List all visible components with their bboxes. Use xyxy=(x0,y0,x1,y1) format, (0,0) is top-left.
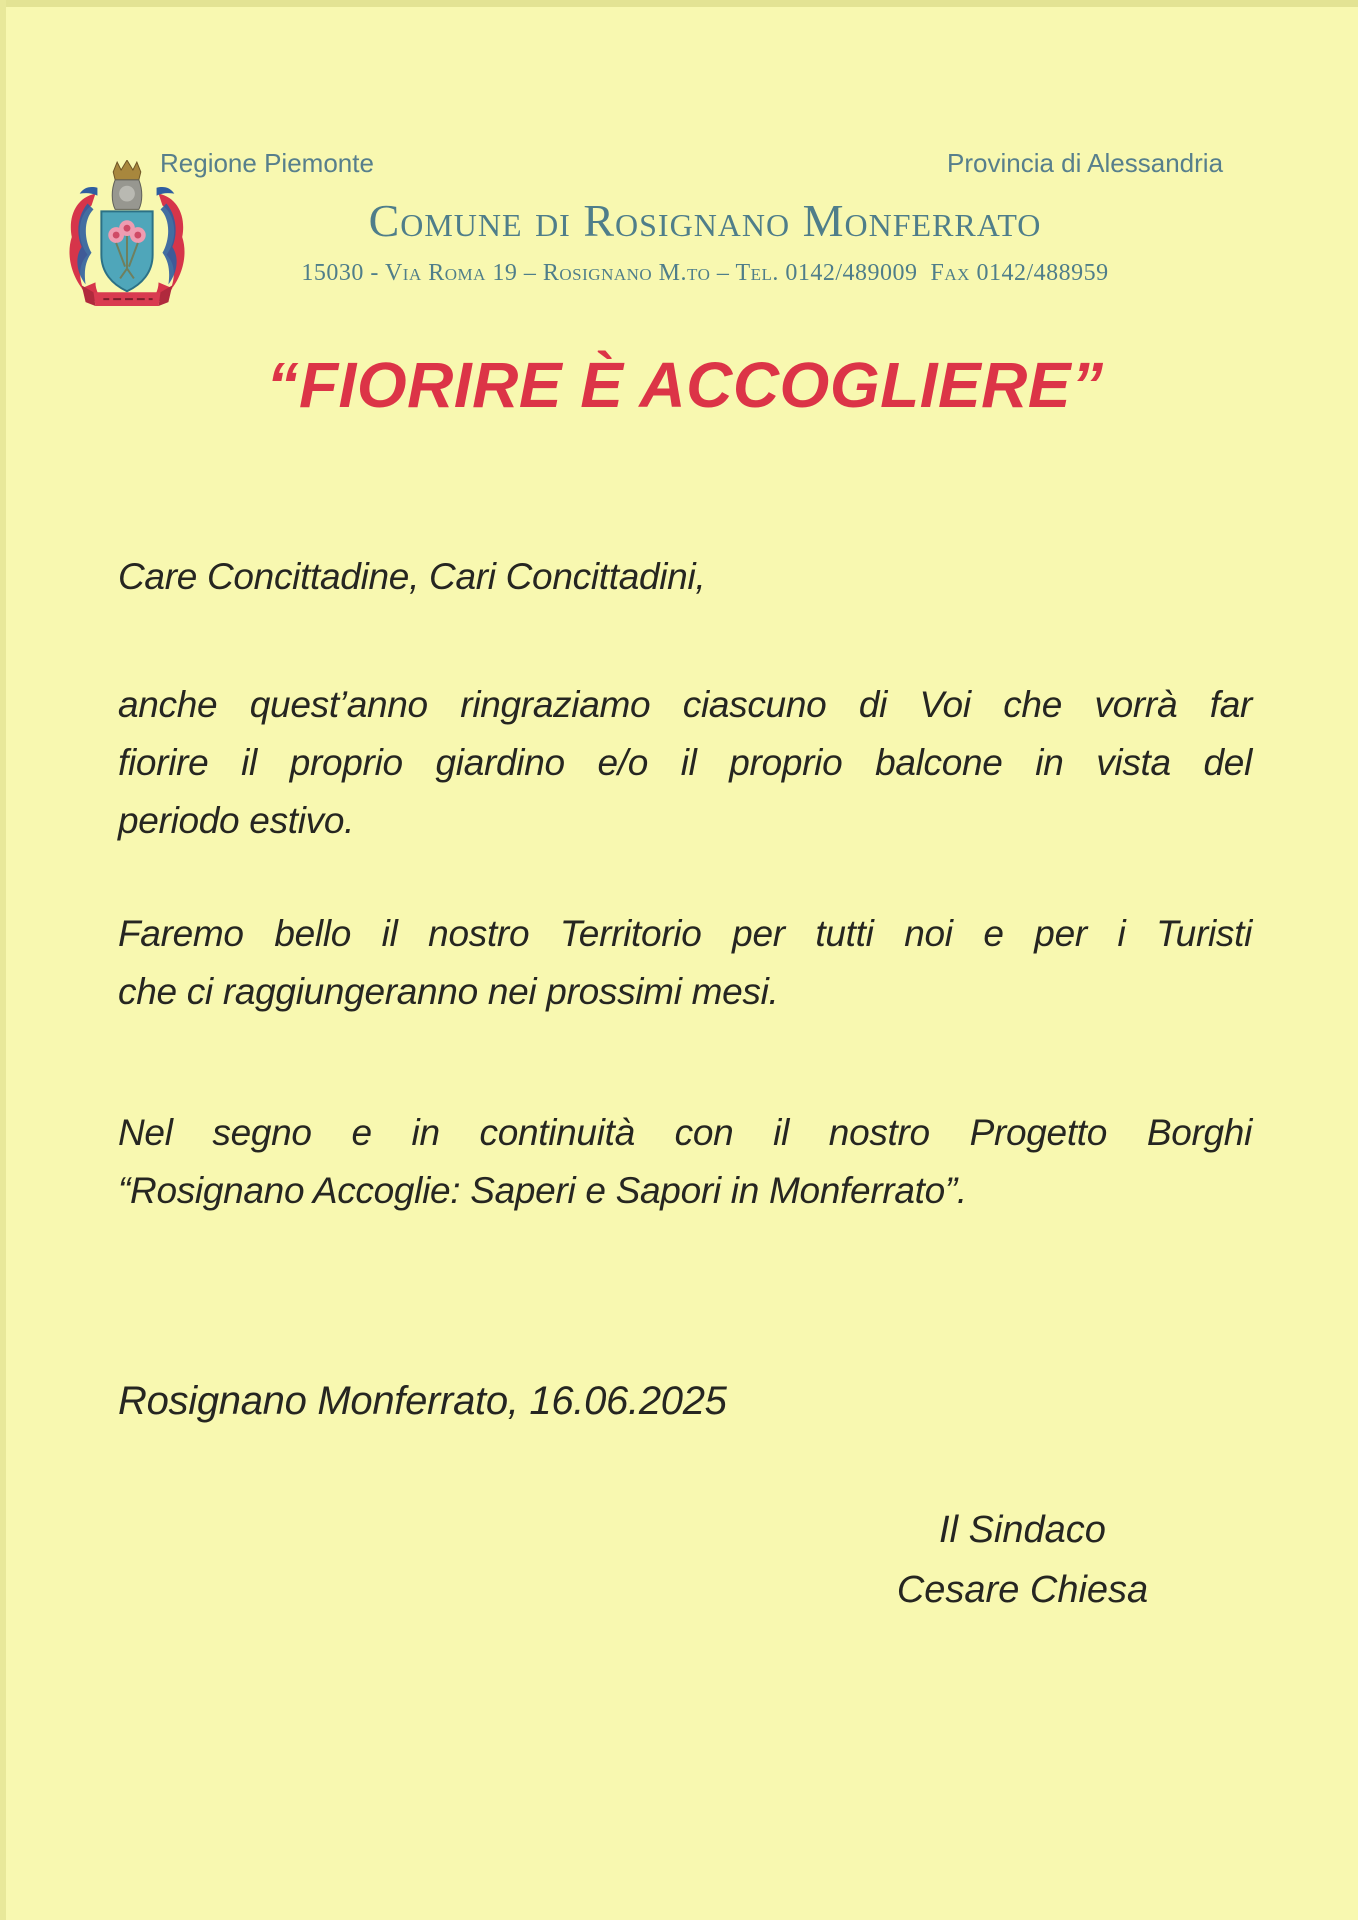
paragraph-ringraziamo xyxy=(118,676,1252,850)
signature-name: Cesare Chiesa xyxy=(896,1569,1149,1611)
paragraph-progetto xyxy=(118,1104,1252,1220)
signature-role: Il Sindaco xyxy=(939,1509,1106,1551)
commune-address: 15030 - Via Roma 19 – Rosignano M.to – Tel. 0142/489009 Fax 0142/488959 xyxy=(301,260,1109,286)
coat-of-arms-icon xyxy=(58,160,196,318)
letter-title: “FIORIRE È ACCOGLIERE” xyxy=(266,349,1104,421)
paragraph-line: che ci raggiungeranno nei prossimi mesi. xyxy=(118,971,779,1012)
paragraph-line: anche quest’anno ringraziamo ciascuno di Voi che vorrà far xyxy=(118,684,1252,725)
paragraph-line: fiorire il proprio giardino e/o il proprio balcone in vista del xyxy=(118,742,1252,783)
paragraph-line: periodo estivo. xyxy=(118,800,355,841)
dateline-text: Rosignano Monferrato, 16.06.2025 xyxy=(118,1379,727,1423)
scan-edge-top xyxy=(0,0,1358,7)
commune-name: Comune di Rosignano Monferrato xyxy=(368,195,1042,246)
crown xyxy=(113,160,141,180)
paragraph-line: “Rosignano Accoglie: Saperi e Sapori in Monferrato”. xyxy=(118,1170,967,1211)
salutation xyxy=(118,548,1252,606)
province-label: Provincia di Alessandria xyxy=(947,148,1224,178)
paragraph-territorio xyxy=(118,905,1252,1021)
scan-edge-left xyxy=(0,0,6,1920)
paragraph-line: Nel segno e in continuità con il nostro Progetto Borghi xyxy=(118,1112,1252,1153)
region-label: Regione Piemonte xyxy=(160,148,374,178)
salutation-line: Care Concittadine, Cari Concittadini, xyxy=(118,556,706,597)
dateline xyxy=(118,1372,1252,1430)
paragraph-line: Faremo bello il nostro Territorio per tutti noi e per i Turisti xyxy=(118,913,1252,954)
signature-block xyxy=(850,1500,1195,1620)
